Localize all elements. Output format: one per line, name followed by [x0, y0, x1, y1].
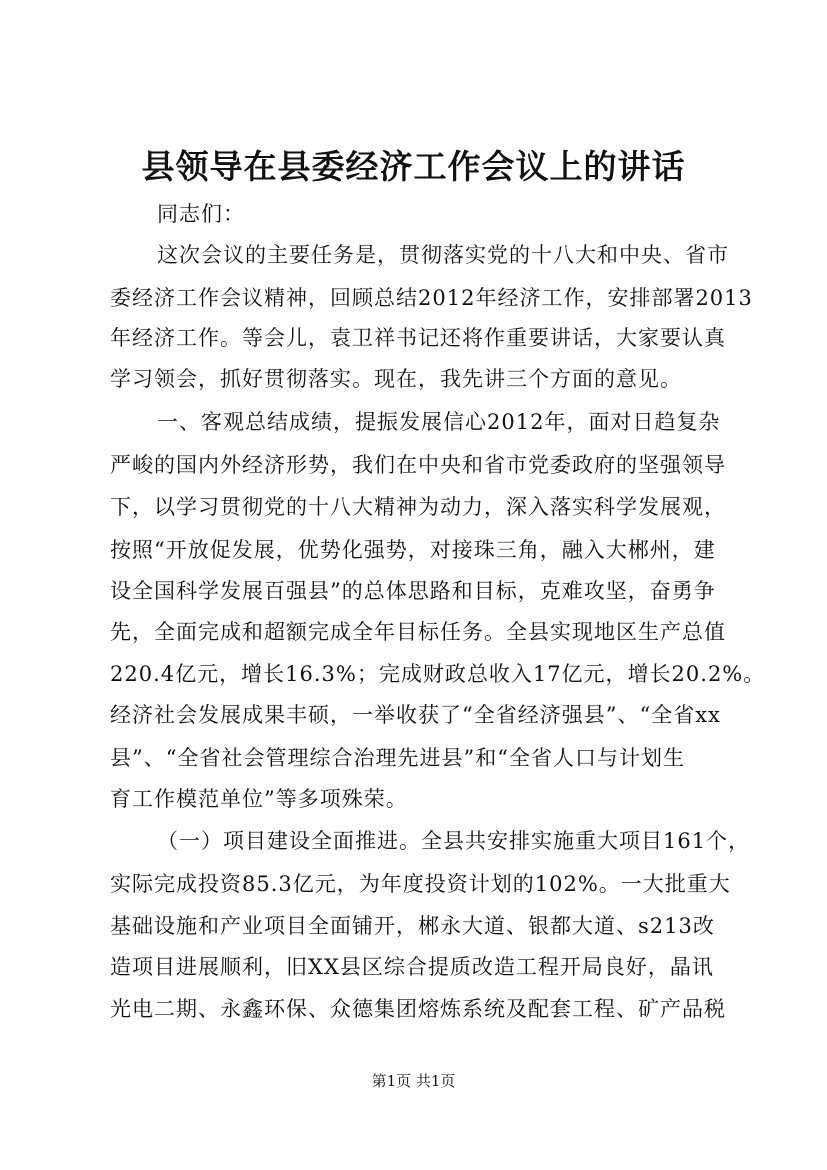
paragraph-line: 实际完成投资85.3亿元，为年度投资计划的102%。一大批重大: [110, 872, 731, 896]
paragraph-line: 年经济工作。等会儿，袁卫祥书记还将作重要讲话，大家要认真: [110, 326, 726, 350]
paragraph-line: 按照“开放促发展，优势化强势，对接珠三角，融入大郴州，建: [110, 538, 716, 562]
paragraph-line: 严峻的国内外经济形势，我们在中央和省市党委政府的坚强领导: [110, 453, 726, 477]
paragraph-line: 育工作模范单位”等多项殊荣。: [110, 787, 408, 811]
paragraph-line: 委经济工作会议精神，回顾总结2012年经济工作，安排部署2013: [110, 286, 753, 310]
paragraph-line: 光电二期、永鑫环保、众德集团熔炼系统及配套工程、矿产品税: [110, 997, 726, 1021]
paragraph-line: 先，全面完成和超额完成全年目标任务。全县实现地区生产总值: [110, 620, 726, 644]
page-number-footer: 第1页 共1页: [371, 1072, 456, 1090]
paragraph-line: 学习领会，抓好贯彻落实。现在，我先讲三个方面的意见。: [110, 367, 682, 391]
paragraph-line: 经济社会发展成果丰硕，一举收获了“全省经济强县”、“全省xx: [110, 703, 721, 727]
paragraph-line: 设全国科学发展百强县”的总体思路和目标，克难攻坚，奋勇争: [110, 579, 716, 603]
paragraph-line: 下，以学习贯彻党的十八大精神为动力，深入落实科学发展观，: [110, 495, 726, 519]
paragraph-line: 220.4亿元，增长16.3%；完成财政总收入17亿元，增长20.2%。: [110, 662, 766, 686]
paragraph-line: （一）项目建设全面推进。全县共安排实施重大项目161个，: [157, 829, 751, 853]
paragraph-line: 造项目进展顺利，旧XX县区综合提质改造工程开局良好，晶讯: [110, 955, 714, 979]
salutation-line: 同志们：: [157, 202, 245, 226]
paragraph-line: 一、客观总结成绩，提振发展信心2012年，面对日趋复杂: [157, 410, 721, 434]
paragraph-line: 这次会议的主要任务是，贯彻落实党的十八大和中央、省市: [157, 243, 729, 267]
paragraph-line: 县”、“全省社会管理综合治理先进县”和“全省人口与计划生: [110, 746, 685, 770]
paragraph-line: 基础设施和产业项目全面铺开，郴永大道、银都大道、s213改: [110, 914, 715, 938]
document-title: 县领导在县委经济工作会议上的讲话: [141, 147, 686, 186]
